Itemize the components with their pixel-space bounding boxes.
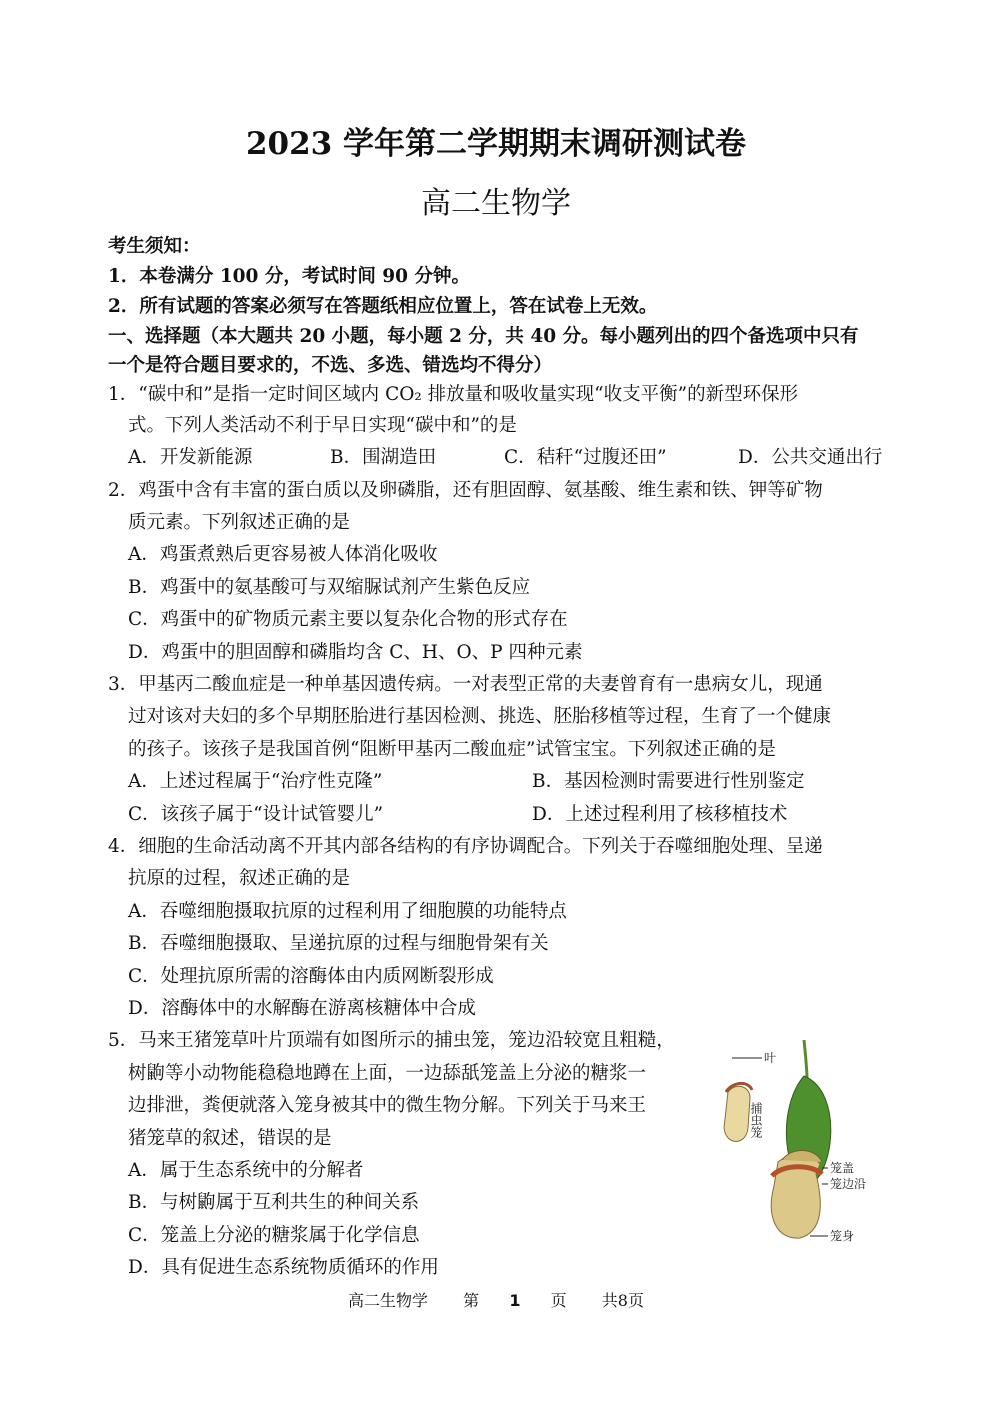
footer-subject: 高二生物学 xyxy=(348,1291,429,1310)
question-5-line-3: 边排泄，粪便就落入笼身被其中的微生物分解。下列关于马来王 xyxy=(128,1095,647,1116)
question-5-line-2: 树鼩等小动物能稳稳地蹲在上面，一边舔舐笼盖上分泌的糖浆一 xyxy=(128,1063,647,1084)
label-trap: 捕虫笼 xyxy=(749,1102,763,1138)
label-lid: 笼盖 xyxy=(830,1161,855,1175)
notice-item-1: 1．本卷满分 100 分，考试时间 90 分钟。 xyxy=(108,266,470,287)
q1-option-a: A．开发新能源 xyxy=(128,447,253,468)
page-footer xyxy=(0,1288,992,1311)
q4-option-c: C．处理抗原所需的溶酶体由内质网断裂形成 xyxy=(128,966,494,987)
question-1-line-1: 1．“碳中和”是指一定时间区域内 CO₂ 排放量和吸收量实现“收支平衡”的新型环保形 xyxy=(108,384,799,405)
q3-option-d: D．上述过程利用了核移植技术 xyxy=(532,804,788,825)
q1-option-c: C．秸秆“过腹还田” xyxy=(504,447,667,468)
section-heading-cont: 一个是符合题目要求的，不选、多选、错选均不得分） xyxy=(108,355,553,376)
section-heading: 一、选择题（本大题共 20 小题，每小题 2 分，共 40 分。每小题列出的四个备选项中只有 xyxy=(108,326,859,347)
question-3-line-3: 的孩子。该孩子是我国首例“阻断甲基丙二酸血症”试管宝宝。下列叙述正确的是 xyxy=(128,739,776,760)
question-5-line-4: 猪笼草的叙述，错误的是 xyxy=(128,1128,332,1149)
footer-page: 第 1 页 xyxy=(463,1291,567,1310)
q5-option-c: C．笼盖上分泌的糖浆属于化学信息 xyxy=(128,1225,420,1246)
question-4-line-1: 4．细胞的生命活动离不开其内部各结构的有序协调配合。下列关于吞噬细胞处理、呈递 xyxy=(108,836,823,857)
q1-option-b: B．围湖造田 xyxy=(330,447,437,468)
label-body: 笼身 xyxy=(830,1229,855,1243)
q2-option-c: C．鸡蛋中的矿物质元素主要以复杂化合物的形式存在 xyxy=(128,609,568,630)
q3-option-a: A．上述过程属于“治疗性克隆” xyxy=(128,771,383,792)
pitcher-plant-figure xyxy=(712,1036,884,1272)
question-2-line-2: 质元素。下列叙述正确的是 xyxy=(128,512,351,533)
q3-option-b: B．基因检测时需要进行性别鉴定 xyxy=(532,771,805,792)
label-leaf: 叶 xyxy=(764,1051,777,1065)
q1-option-d: D．公共交通出行 xyxy=(738,447,883,468)
q3-option-c: C．该孩子属于“设计试管婴儿” xyxy=(128,804,384,825)
question-4-line-2: 抗原的过程，叙述正确的是 xyxy=(128,868,351,889)
q2-option-b: B．鸡蛋中的氨基酸可与双缩脲试剂产生紫色反应 xyxy=(128,577,531,598)
q4-option-d: D．溶酶体中的水解酶在游离核糖体中合成 xyxy=(128,998,476,1019)
exam-subject: 高二生物学 xyxy=(421,186,571,221)
q4-option-a: A．吞噬细胞摄取抗原的过程利用了细胞膜的功能特点 xyxy=(128,901,567,922)
footer-total: 共8页 xyxy=(601,1291,644,1310)
q5-option-a: A．属于生态系统中的分解者 xyxy=(128,1160,364,1181)
small-pitcher xyxy=(724,1086,750,1141)
notice-heading: 考生须知： xyxy=(108,236,201,257)
q5-option-d: D．具有促进生态系统物质循环的作用 xyxy=(128,1257,439,1278)
q2-option-a: A．鸡蛋煮熟后更容易被人体消化吸收 xyxy=(128,544,438,565)
page-number: 1 xyxy=(509,1291,521,1310)
question-5-line-1: 5．马来王猪笼草叶片顶端有如图所示的捕虫笼，笼边沿较宽且粗糙， xyxy=(108,1030,675,1051)
q2-option-d: D．鸡蛋中的胆固醇和磷脂均含 C、H、O、P 四种元素 xyxy=(128,642,583,663)
q4-option-b: B．吞噬细胞摄取、呈递抗原的过程与细胞骨架有关 xyxy=(128,933,549,954)
question-3-line-2: 过对该对夫妇的多个早期胚胎进行基因检测、挑选、胚胎移植等过程，生育了一个健康 xyxy=(128,706,832,727)
question-2-line-1: 2．鸡蛋中含有丰富的蛋白质以及卵磷脂，还有胆固醇、氨基酸、维生素和铁、钾等矿物 xyxy=(108,480,823,501)
q5-option-b: B．与树鼩属于互利共生的种间关系 xyxy=(128,1192,420,1213)
question-1-line-2: 式。下列人类活动不利于早日实现“碳中和”的是 xyxy=(128,415,517,436)
notice-item-2: 2．所有试题的答案必须写在答题纸相应位置上，答在试卷上无效。 xyxy=(108,296,658,317)
question-3-line-1: 3．甲基丙二酸血症是一种单基因遗传病。一对表型正常的夫妻曾育有一患病女儿，现通 xyxy=(108,674,823,695)
exam-title: 2023 学年第二学期期末调研测试卷 xyxy=(245,126,747,162)
label-rim: 笼边沿 xyxy=(830,1177,867,1191)
